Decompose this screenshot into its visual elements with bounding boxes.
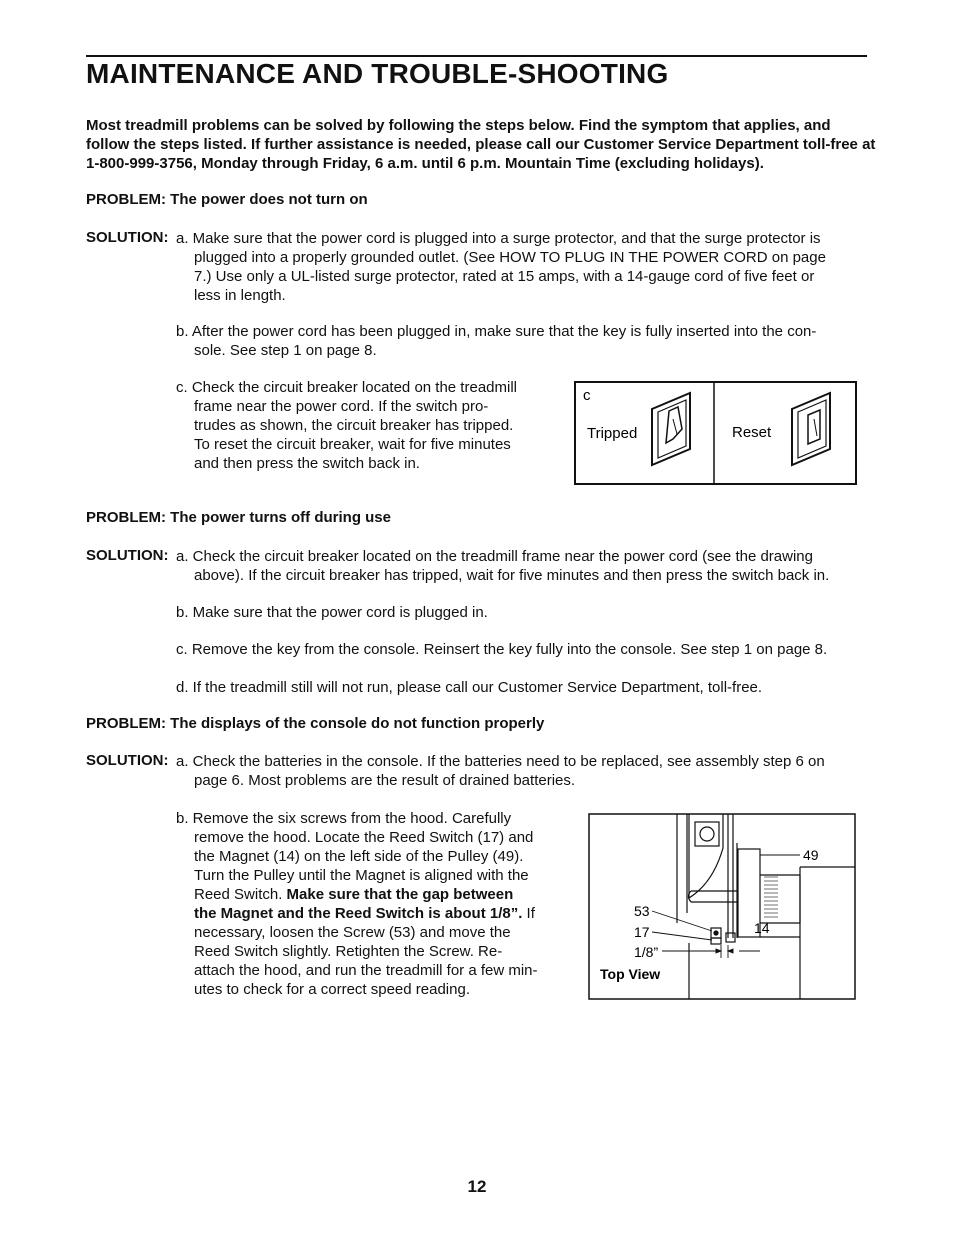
problem-3-heading: PROBLEM: The displays of the console do not function properly [86, 715, 545, 732]
problem-1-heading: PROBLEM: The power does not turn on [86, 191, 368, 208]
label-14: 14 [754, 920, 770, 936]
reset-label: Reset [732, 424, 772, 441]
solution-1b: b. After the power cord has been plugged in, make sure that the key is fully inserted into the con- sole. See step 1 on page 8. [176, 323, 817, 359]
circuit-breaker-figure [574, 381, 858, 486]
solution-1a: a. Make sure that the power cord is plugged into a surge protector, and that the surge protector is plugged into a properly grounded outlet. (See HOW TO PLUG IN THE POWER CORD on page 7.) Use only a UL-listed surge protector, rated at 15 amps, with a 14-gauge cord of five feet or less in length. [176, 230, 826, 304]
title-rule [86, 55, 867, 57]
figure-letter: c [583, 387, 591, 404]
figure-caption: Top View [600, 966, 661, 982]
solution-2c: c. Remove the key from the console. Reinsert the key fully into the console. See step 1 on page 8. [176, 641, 828, 658]
solution-2-label: SOLUTION: [86, 547, 169, 564]
solution-1c: c. Check the circuit breaker located on the treadmill frame near the power cord. If the switch pro- trudes as shown, the circuit breaker has tripped. To reset the circuit breaker, wait for five minutes and then press the switch back in. [176, 379, 517, 472]
page-title: MAINTENANCE AND TROUBLE-SHOOTING [86, 58, 669, 89]
label-53: 53 [634, 903, 650, 919]
solution-2a: a. Check the circuit breaker located on the treadmill frame near the power cord (see the drawing above). If the circuit breaker has tripped, wait for five minutes and then press the switch back in. [176, 548, 830, 584]
tripped-label: Tripped [587, 425, 638, 442]
page-number: 12 [467, 1177, 487, 1196]
solution-2b: b. Make sure that the power cord is plugged in. [176, 604, 488, 621]
label-gap: 1/8” [634, 944, 659, 960]
label-49: 49 [803, 847, 819, 863]
solution-3a: a. Check the batteries in the console. If the batteries need to be replaced, see assembly step 6 on page 6. Most problems are the result of drained batteries. [176, 753, 825, 789]
intro-paragraph: Most treadmill problems can be solved by following the steps below. Find the symptom that applies, and follow the steps listed. If further assistance is needed, please call our Customer Service Department toll-free at 1-800-999-3756, Monday through Friday, 6 a.m. until 6 p.m. Mountain Time (excluding holidays). [86, 117, 876, 172]
solution-1-label: SOLUTION: [86, 229, 169, 246]
solution-2d: d. If the treadmill still will not run, please call our Customer Service Department, toll-free. [176, 679, 763, 696]
reed-switch-figure [588, 813, 857, 1001]
label-17: 17 [634, 924, 650, 940]
solution-3b: b. Remove the six screws from the hood. Carefully remove the hood. Locate the Reed Switch (17) and the Magnet (14) on the left side of the Pulley (49). Turn the Pulley until the Magnet is aligned with the Reed Switch. Make sure that the gap between the Magnet and the Reed Switch is about 1/8”. If necessary, loosen the Screw (53) and move the Reed Switch slightly. Retighten the Screw. Re- attach the hood, and run the treadmill for a few min- utes to check for a correct speed reading. [176, 810, 538, 998]
solution-3-label: SOLUTION: [86, 752, 169, 769]
problem-2-heading: PROBLEM: The power turns off during use [86, 509, 391, 526]
